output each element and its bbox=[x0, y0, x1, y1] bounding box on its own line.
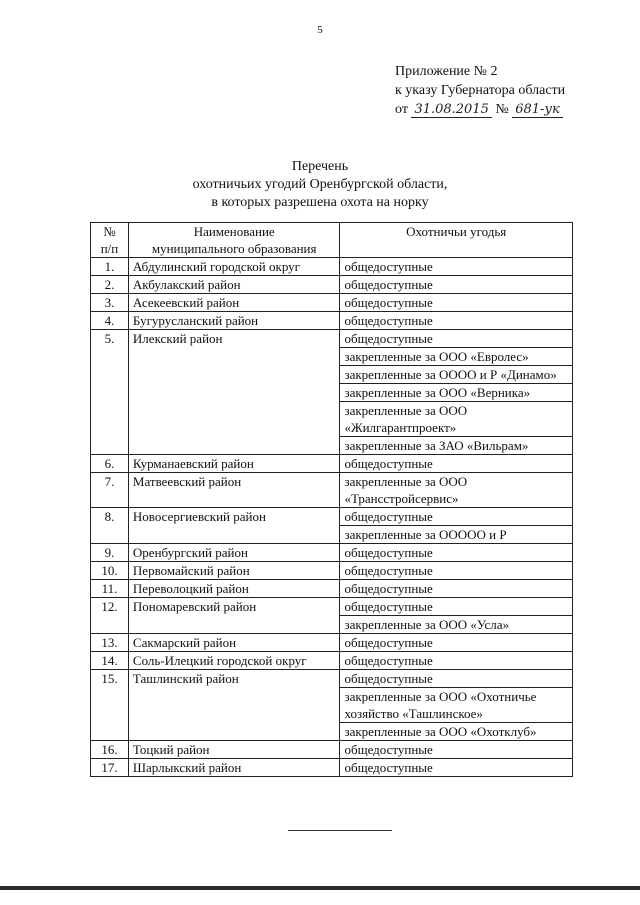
page-bottom-edge bbox=[0, 886, 640, 890]
table-body bbox=[91, 258, 573, 777]
hunting-land-entry: общедоступные bbox=[340, 544, 573, 562]
municipality-name: Матвеевский район bbox=[128, 473, 340, 508]
number-prefix: № bbox=[495, 102, 509, 117]
table-row bbox=[91, 276, 573, 294]
table-row bbox=[91, 473, 573, 508]
header-municipality-line-1: Наименование bbox=[193, 224, 275, 239]
hunting-land-entry: общедоступные bbox=[340, 508, 573, 526]
title-line-3: в которых разрешена охота на норку bbox=[211, 195, 429, 210]
municipality-name: Абдулинский городской округ bbox=[128, 258, 340, 276]
table-row bbox=[91, 598, 573, 616]
municipality-name: Бугурусланский район bbox=[128, 312, 340, 330]
municipality-name: Тоцкий район bbox=[128, 741, 340, 759]
municipality-name: Курманаевский район bbox=[128, 455, 340, 473]
row-number: 3. bbox=[91, 294, 129, 312]
table-row bbox=[91, 330, 573, 348]
row-number: 12. bbox=[91, 598, 129, 634]
document-title bbox=[0, 158, 640, 212]
table-header-row bbox=[91, 223, 573, 258]
row-number: 16. bbox=[91, 741, 129, 759]
municipality-name: Новосергиевский район bbox=[128, 508, 340, 544]
row-number: 4. bbox=[91, 312, 129, 330]
hunting-land-entry: общедоступные bbox=[340, 634, 573, 652]
table-row bbox=[91, 455, 573, 473]
row-number: 2. bbox=[91, 276, 129, 294]
row-number: 1. bbox=[91, 258, 129, 276]
table-row bbox=[91, 544, 573, 562]
title-line-1: Перечень bbox=[291, 159, 349, 174]
hunting-lands-table bbox=[90, 222, 573, 777]
row-number: 6. bbox=[91, 455, 129, 473]
date-prefix: от bbox=[395, 102, 408, 117]
header-municipality-line-2: муниципального образования bbox=[151, 241, 317, 256]
hunting-land-entry: общедоступные bbox=[340, 276, 573, 294]
municipality-name: Первомайский район bbox=[128, 562, 340, 580]
header-hunting-lands: Охотничьи угодья bbox=[340, 223, 573, 258]
municipality-name: Илекский район bbox=[128, 330, 340, 455]
appendix-decree-reference: к указу Губернатора области bbox=[395, 83, 566, 98]
hunting-land-entry: закрепленные за ООО «Верника» bbox=[340, 384, 573, 402]
header-number-line-2: п/п bbox=[100, 241, 119, 256]
appendix-title: Приложение № 2 bbox=[395, 64, 498, 79]
table-row bbox=[91, 759, 573, 777]
row-number: 15. bbox=[91, 670, 129, 741]
handwritten-number: 681-ук bbox=[512, 102, 563, 118]
footer-divider bbox=[288, 830, 392, 831]
table-row bbox=[91, 258, 573, 276]
row-number: 14. bbox=[91, 652, 129, 670]
hunting-land-entry: общедоступные bbox=[340, 598, 573, 616]
row-number: 8. bbox=[91, 508, 129, 544]
hunting-land-entry: закрепленные за ООО «Трансстройсервис» bbox=[340, 473, 573, 508]
table-row bbox=[91, 562, 573, 580]
row-number: 5. bbox=[91, 330, 129, 455]
hunting-land-entry: общедоступные bbox=[340, 258, 573, 276]
row-number: 10. bbox=[91, 562, 129, 580]
appendix-block bbox=[395, 62, 565, 119]
hunting-land-entry: общедоступные bbox=[340, 741, 573, 759]
hunting-land-entry: общедоступные bbox=[340, 455, 573, 473]
municipality-name: Переволоцкий район bbox=[128, 580, 340, 598]
header-municipality bbox=[128, 223, 340, 258]
row-number: 11. bbox=[91, 580, 129, 598]
municipality-name: Соль-Илецкий городской округ bbox=[128, 652, 340, 670]
hunting-land-entry: общедоступные bbox=[340, 652, 573, 670]
hunting-land-entry: закрепленные за ООО «Евролес» bbox=[340, 348, 573, 366]
title-line-2: охотничьих угодий Оренбургской области, bbox=[192, 177, 448, 192]
hunting-land-entry: закрепленные за ООО «Охотклуб» bbox=[340, 723, 573, 741]
hunting-land-entry: закрепленные за ООО «Охотничье хозяйство «Ташлинское» bbox=[340, 688, 573, 723]
hunting-land-entry: общедоступные bbox=[340, 330, 573, 348]
hunting-land-entry: общедоступные bbox=[340, 312, 573, 330]
table-row bbox=[91, 294, 573, 312]
row-number: 17. bbox=[91, 759, 129, 777]
table-row bbox=[91, 634, 573, 652]
table-row bbox=[91, 580, 573, 598]
hunting-land-entry: закрепленные за ООООО и Р bbox=[340, 526, 573, 544]
hunting-land-entry: закрепленные за ООО «Усла» bbox=[340, 616, 573, 634]
table-row bbox=[91, 741, 573, 759]
municipality-name: Асекеевский район bbox=[128, 294, 340, 312]
municipality-name: Пономаревский район bbox=[128, 598, 340, 634]
hunting-land-entry: общедоступные bbox=[340, 759, 573, 777]
row-number: 7. bbox=[91, 473, 129, 508]
municipality-name: Сакмарский район bbox=[128, 634, 340, 652]
table-row bbox=[91, 508, 573, 526]
hunting-land-entry: общедоступные bbox=[340, 562, 573, 580]
hunting-land-entry: закрепленные за ОООО и Р «Динамо» bbox=[340, 366, 573, 384]
municipality-name: Ташлинский район bbox=[128, 670, 340, 741]
table-row bbox=[91, 670, 573, 688]
municipality-name: Шарлыкский район bbox=[128, 759, 340, 777]
row-number: 9. bbox=[91, 544, 129, 562]
table-row bbox=[91, 652, 573, 670]
hunting-land-entry: закрепленные за ЗАО «Вильрам» bbox=[340, 437, 573, 455]
hunting-land-entry: общедоступные bbox=[340, 294, 573, 312]
hunting-land-entry: общедоступные bbox=[340, 580, 573, 598]
page-number: 5 bbox=[317, 24, 323, 36]
hunting-land-entry: закрепленные за ООО «Жилгарантпроект» bbox=[340, 402, 573, 437]
header-number bbox=[91, 223, 129, 258]
hunting-land-entry: общедоступные bbox=[340, 670, 573, 688]
header-number-line-1: № bbox=[103, 224, 116, 239]
handwritten-date: 31.08.2015 bbox=[411, 102, 491, 118]
table-row bbox=[91, 312, 573, 330]
row-number: 13. bbox=[91, 634, 129, 652]
municipality-name: Акбулакский район bbox=[128, 276, 340, 294]
municipality-name: Оренбургский район bbox=[128, 544, 340, 562]
appendix-date-line bbox=[395, 100, 565, 119]
